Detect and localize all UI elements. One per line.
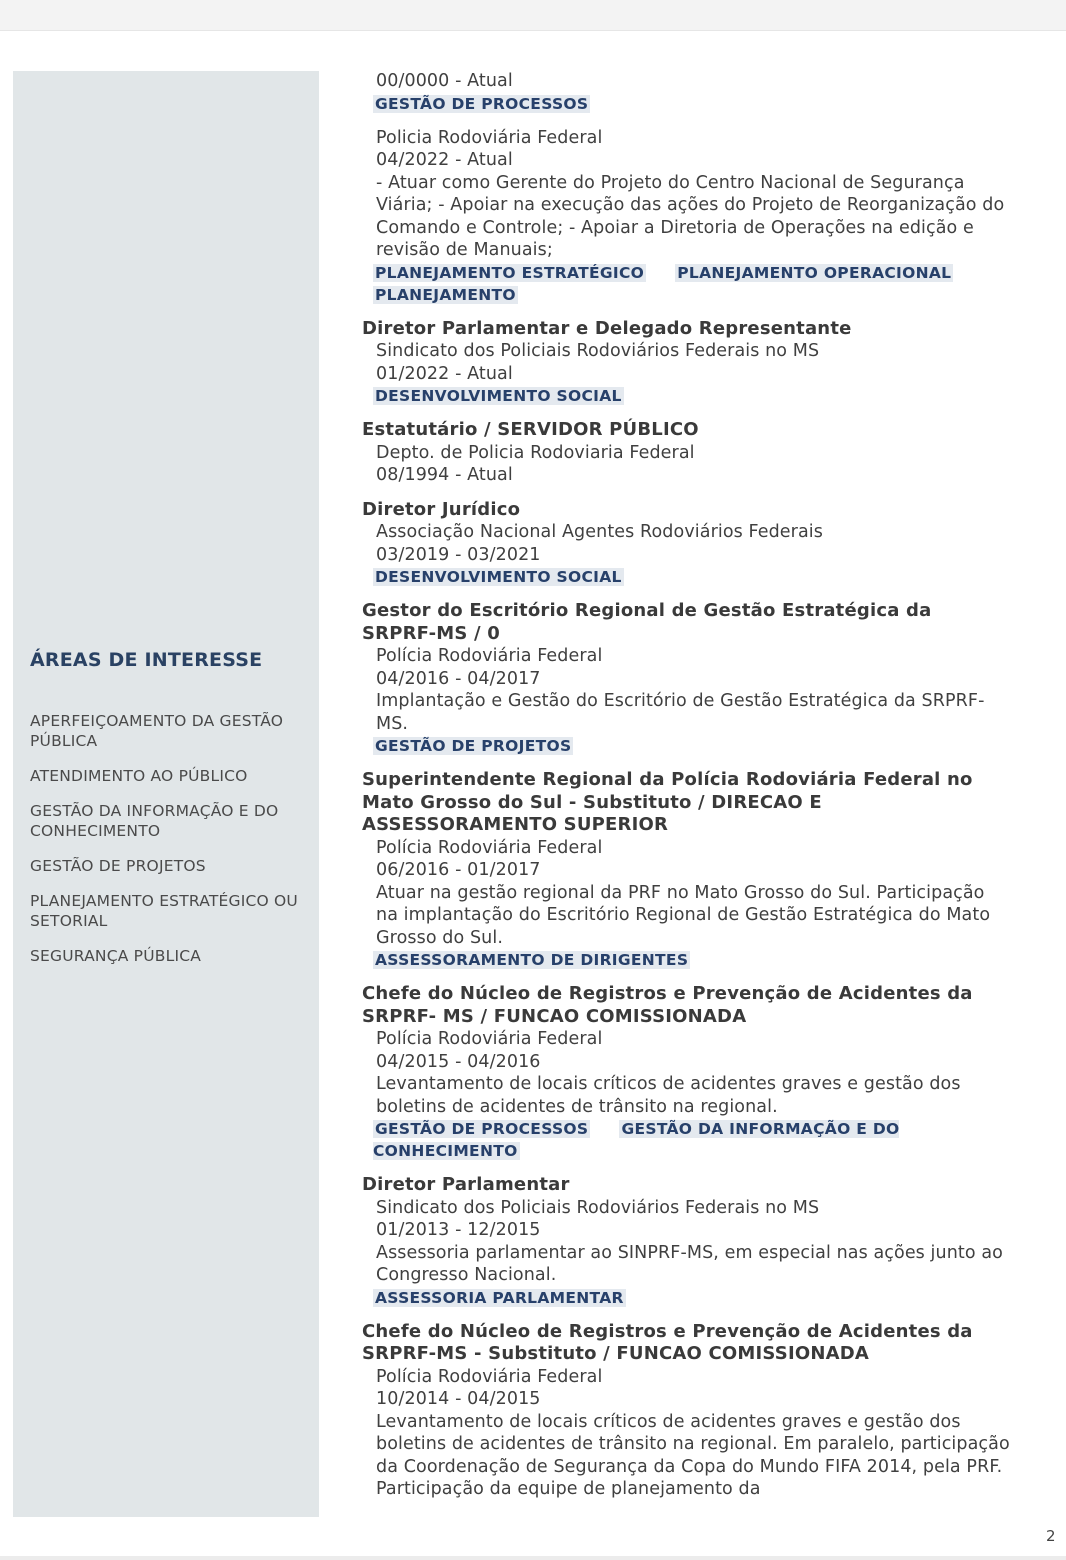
- entry-description: Levantamento de locais críticos de acidentes graves e gestão dos boletins de acidentes de trânsito na regional.: [376, 1074, 961, 1117]
- entry-period: 04/2016 - 04/2017: [376, 668, 541, 689]
- area-item: SEGURANÇA PÚBLICA: [30, 947, 202, 965]
- area-item: GESTÃO DA INFORMAÇÃO E DO CONHECIMENTO: [30, 802, 279, 840]
- entry-period: 01/2013 - 12/2015: [376, 1220, 541, 1240]
- skill-tag: GESTÃO DE PROCESSOS: [375, 94, 589, 113]
- entry-organization: Polícia Rodoviária Federal: [376, 1029, 603, 1049]
- entry-period: 08/1994 - Atual: [376, 465, 513, 485]
- skill-tag: ASSESSORAMENTO DE DIRIGENTES: [375, 951, 689, 969]
- entry-period: 03/2019 - 03/2021: [376, 544, 541, 565]
- skill-tag: PLANEJAMENTO: [375, 285, 516, 304]
- area-item: PLANEJAMENTO ESTRATÉGICO OU SETORIAL: [30, 892, 298, 930]
- entry-title: Chefe do Núcleo de Registros e Prevenção de Acidentes da SRPRF- MS / FUNCAO COMISSIONADA: [362, 983, 973, 1027]
- entry-organization: Polícia Rodoviária Federal: [376, 1366, 603, 1387]
- entry-period: 01/2022 - Atual: [376, 363, 513, 384]
- experience-entry: [362, 600, 1012, 757]
- top-margin: [0, 0, 1066, 30]
- page-number: 2: [1046, 1527, 1056, 1545]
- entry-organization: Sindicato dos Policiais Rodoviários Federais no MS: [376, 341, 820, 361]
- area-item: GESTÃO DE PROJETOS: [30, 857, 206, 875]
- entry-organization: Sindicato dos Policiais Rodoviários Federais no MS: [376, 1197, 820, 1218]
- experience-entry: [362, 318, 1012, 408]
- entry-organization: Associação Nacional Agentes Rodoviários Federais: [376, 522, 823, 542]
- entry-organization: Polícia Rodoviária Federal: [376, 837, 603, 858]
- top-divider: [0, 30, 1066, 31]
- skill-tag: PLANEJAMENTO OPERACIONAL: [677, 263, 952, 282]
- skill-tag: ASSESSORIA PARLAMENTAR: [375, 1288, 624, 1307]
- entry-tags: [362, 1118, 1012, 1162]
- entry-period: 04/2022 - Atual: [376, 150, 513, 170]
- experience-entry: [362, 1321, 1012, 1501]
- areas-heading: ÁREAS DE INTERESSE: [30, 649, 263, 671]
- entry-period: 10/2014 - 04/2015: [376, 1389, 541, 1409]
- experience-list: [362, 70, 1012, 1513]
- skill-tag: PLANEJAMENTO ESTRATÉGICO: [375, 263, 645, 282]
- entry-tags: [362, 566, 1012, 588]
- entry-title: Estatutário / SERVIDOR PÚBLICO: [362, 419, 699, 440]
- areas-list: [30, 711, 310, 981]
- entry-description: Atuar na gestão regional da PRF no Mato Grosso do Sul. Participação na implantação do Escritório Regional de Gestão Estratégica do Mato Grosso do Sul.: [376, 882, 991, 948]
- entry-tags: [362, 735, 1012, 757]
- experience-entry: [362, 983, 1012, 1162]
- experience-entry: [362, 419, 1012, 487]
- entry-organization: Depto. de Policia Rodoviaria Federal: [376, 442, 695, 463]
- entry-tags: [362, 262, 1012, 306]
- entry-description: Levantamento de locais críticos de acidentes graves e gestão dos boletins de acidentes de trânsito na regional. Em paralelo, participação da Coordenação de Segurança da Copa do Mundo FIFA 2014, pela PRF. Participação da equipe de planejamento da: [376, 1411, 1010, 1499]
- skill-tag: DESENVOLVIMENTO SOCIAL: [375, 387, 622, 405]
- entry-tags: [362, 385, 1012, 407]
- experience-entry: [362, 70, 1012, 115]
- experience-entry: [362, 127, 1012, 306]
- entry-title: Diretor Jurídico: [362, 498, 521, 520]
- area-item: APERFEIÇOAMENTO DA GESTÃO PÚBLICA: [30, 712, 284, 750]
- entry-period: 00/0000 - Atual: [376, 71, 513, 91]
- skill-tag: GESTÃO DA INFORMAÇÃO E DO CONHECIMENTO: [373, 1120, 900, 1160]
- experience-entry: [362, 1174, 1012, 1309]
- entry-period: 04/2015 - 04/2016: [376, 1051, 541, 1072]
- entry-title: Diretor Parlamentar e Delegado Representante: [362, 317, 852, 339]
- entry-organization: Policia Rodoviária Federal: [376, 127, 603, 148]
- skill-tag: GESTÃO DE PROJETOS: [375, 737, 572, 755]
- entry-description: - Atuar como Gerente do Projeto do Centro Nacional de Segurança Viária; - Apoiar na execução das ações do Projeto de Reorganização do Comando e Controle; - Apoiar a Diretoria de Operações na edição e revisão de Manuais;: [376, 172, 1005, 260]
- experience-entry: [362, 499, 1012, 589]
- bottom-margin: [0, 1556, 1066, 1560]
- entry-description: Assessoria parlamentar ao SINPRF-MS, em especial nas ações junto ao Congresso Nacional.: [376, 1242, 1003, 1285]
- entry-title: Superintendente Regional da Polícia Rodoviária Federal no Mato Grosso do Sul - Substituto / DIRECAO E ASSESSORAMENTO SUPERIOR: [362, 769, 973, 835]
- entry-tags: [362, 1287, 1012, 1309]
- entry-tags: [362, 949, 1012, 971]
- entry-title: Chefe do Núcleo de Registros e Prevenção de Acidentes da SRPRF-MS - Substituto / FUNCAO COMISSIONADA: [362, 1320, 973, 1364]
- entry-title: Diretor Parlamentar: [362, 1174, 570, 1195]
- area-item: ATENDIMENTO AO PÚBLICO: [30, 767, 248, 785]
- entry-organization: Polícia Rodoviária Federal: [376, 646, 603, 666]
- entry-period: 06/2016 - 01/2017: [376, 860, 541, 880]
- entry-tags: [362, 93, 1012, 115]
- skill-tag: DESENVOLVIMENTO SOCIAL: [375, 568, 622, 586]
- sidebar: [13, 71, 319, 1517]
- experience-entry: [362, 769, 1012, 971]
- entry-description: Implantação e Gestão do Escritório de Gestão Estratégica da SRPRF-MS.: [376, 691, 985, 734]
- skill-tag: GESTÃO DE PROCESSOS: [375, 1120, 589, 1138]
- entry-title: Gestor do Escritório Regional de Gestão Estratégica da SRPRF-MS / 0: [362, 600, 932, 644]
